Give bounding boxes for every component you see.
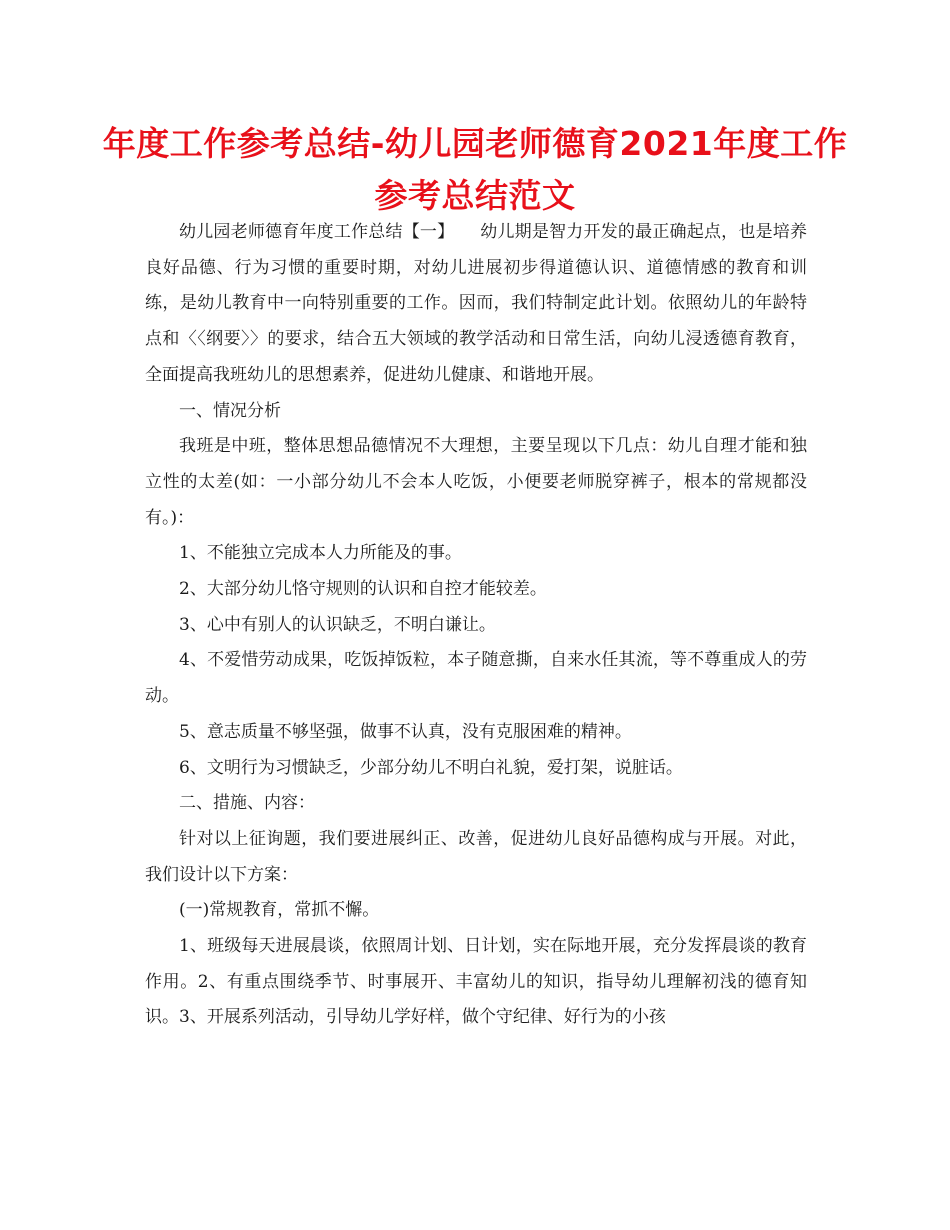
subheading-routine-education: (一)常规教育，常抓不懈。: [179, 900, 380, 921]
list-item-2: 2、大部分幼儿恪守规则的认识和自控才能较差。: [179, 579, 547, 600]
section-heading-measures: 二、措施、内容：: [179, 793, 315, 814]
paragraph-situation: 我班是中班，整体思想品德情况不大理想，主要呈现以下几点：幼儿自理才能和独立性的太差(如：一小部分幼儿不会本人吃饭，小便要老师脱穿裤子，根本的常规都没有。)：: [145, 436, 807, 528]
document-title: 年度工作参考总结-幼儿园老师德育2021年度工作参考总结范文: [102, 124, 848, 215]
paragraph-routine-education: 1、班级每天进展晨谈，依照周计划、日计划，实在际地开展，充分发挥晨谈的教育作用。2、有重点围绕季节、时事展开、丰富幼儿的知识，指导幼儿理解初浅的德育知识。3、开展系列活动，引导幼儿学好样，做个守纪律、好行为的小孩: [145, 936, 807, 1028]
list-item-3: 3、心中有别人的认识缺乏，不明白谦让。: [179, 614, 496, 635]
list-item-5: 5、意志质量不够坚强，做事不认真，没有克服困难的精神。: [179, 721, 632, 742]
section-heading-situation: 一、情况分析: [179, 400, 281, 421]
list-item-4: 4、不爱惜劳动成果，吃饭掉饭粒，本子随意撕，自来水任其流，等不尊重成人的劳动。: [145, 650, 807, 707]
paragraph-measures: 针对以上征询题，我们要进展纠正、改善，促进幼儿良好品德构成与开展。对此，我们设计以下方案：: [145, 828, 807, 885]
list-item-1: 1、不能独立完成本人力所能及的事。: [179, 543, 462, 564]
document-body: [145, 215, 807, 1036]
list-item-6: 6、文明行为习惯缺乏，少部分幼儿不明白礼貌，爱打架，说脏话。: [179, 757, 683, 778]
paragraph-intro: 幼儿园老师德育年度工作总结【一】 幼儿期是智力开发的最正确起点，也是培养良好品德、行为习惯的重要时期，对幼儿进展初步得道德认识、道德情感的教育和训练，是幼儿教育中一向特别重要的工作。因而，我们特制定此计划。依照幼儿的年龄特点和〈〈纲要〉〉的要求，结合五大领域的教学活动和日常生活，向幼儿浸透德育教育，全面提高我班幼儿的思想素养，促进幼儿健康、和谐地开展。: [145, 222, 807, 385]
